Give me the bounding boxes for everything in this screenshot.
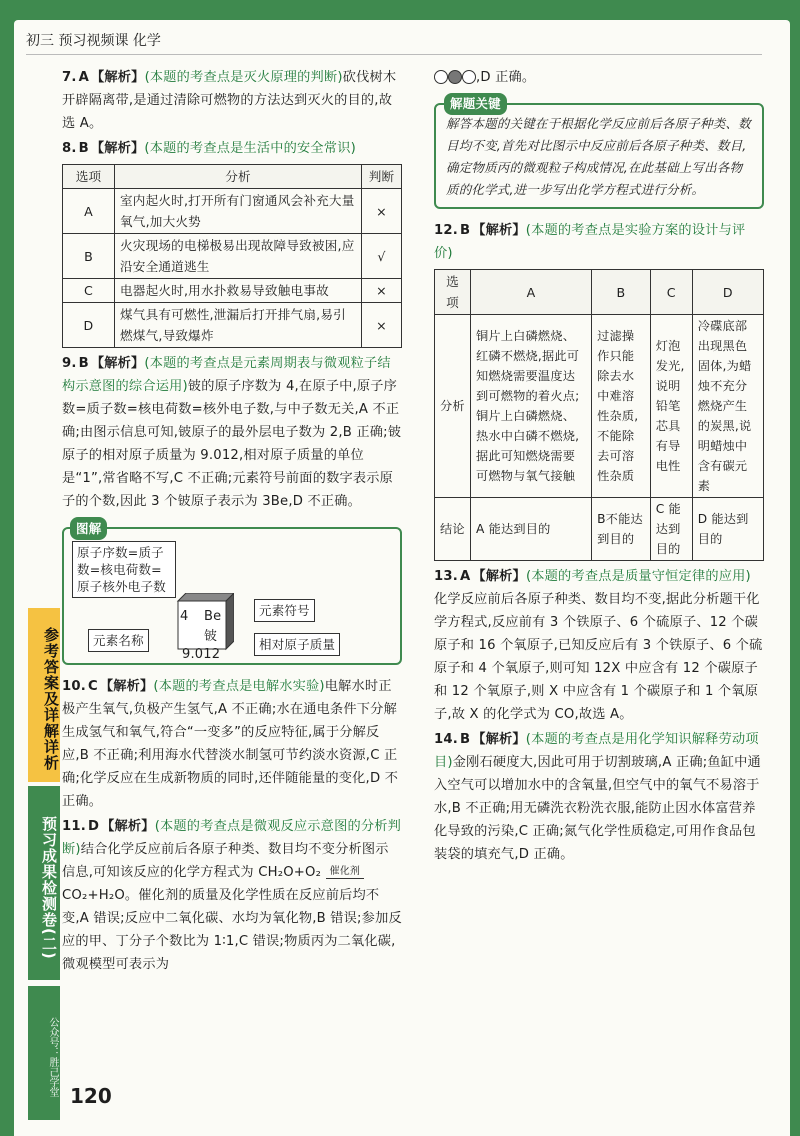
table-header: 分析 <box>115 165 362 189</box>
left-column <box>62 66 402 978</box>
q12-analysis-table <box>434 269 764 561</box>
table-header: 选项 <box>435 270 471 315</box>
element-diagram <box>62 521 402 665</box>
analysis-tag: 【解析】 <box>90 356 145 371</box>
table-cell: × <box>362 303 402 348</box>
table-header: C <box>650 270 692 315</box>
explanation-text: 铍的原子序数为 4,在原子中,原子序数=质子数=核电荷数=核外电子数,与中子数无关,A 不正确;由图示信息可知,铍原子的最外层电子数为 2,B 正确;铍原子的相对原子质量为 9.012,相对原子质量的单位是“1”,常省略不写,C 不正确;元素符号前面的数字表示原子的个数,因此 3 个铍原子表示为 3Be,D 不正确。 <box>62 379 402 509</box>
header-rule <box>26 54 762 55</box>
right-column <box>434 66 764 868</box>
question-number: 11. <box>62 819 86 834</box>
side-tab-account: 公众号：胜己学堂 <box>28 986 60 1120</box>
running-header: 初三 预习视频课 化学 <box>26 33 161 49</box>
table-cell: C <box>63 279 115 303</box>
question-12 <box>434 219 764 561</box>
element-symbol: Be <box>204 609 222 624</box>
table-cell: 煤气具有可燃性,泄漏后打开排气扇,易引燃煤气,导致爆炸 <box>115 303 362 348</box>
symbol-label: 元素符号 <box>254 599 315 622</box>
answer-letter: A <box>459 569 471 584</box>
table-row <box>63 303 402 348</box>
key-point: (本题的考查点是元素周期表与微观粒子结构示意图的综合运用) <box>62 356 391 394</box>
table-cell: × <box>362 189 402 234</box>
table-cell: B <box>63 234 115 279</box>
key-point: (本题的考查点是用化学知识解释劳动项目) <box>434 732 759 770</box>
answer-letter: C <box>87 679 98 694</box>
analysis-tag: 【解析】 <box>472 569 526 584</box>
molecule-model-icon <box>434 70 448 84</box>
name-label: 元素名称 <box>88 629 149 652</box>
table-header: 选项 <box>63 165 115 189</box>
key-point: (本题的考查点是微观反应示意图的分析判断) <box>62 819 402 857</box>
table-cell: 分析 <box>435 315 471 498</box>
explanation-text: 电解水时正极产生氧气,负极产生氢气,A 不正确;水在通电条件下分解生成氢气和氧气,符合“一变多”的反应特征,属于分解反应,B 不正确;利用海水代替淡水制氢可节约淡水资源,C 正确;化学反应在生成新物质的同时,还伴随能量的变化,D 不正确。 <box>62 679 399 809</box>
explanation-text: 金刚石硬度大,因此可用于切割玻璃,A 正确;鱼缸中通入空气可以增加水中的含氧量,但空气中的氧气不易溶于水,B 不正确;用无磷洗衣粉洗衣服,能防止因水体富营养化导致的污染,C 正确;氮气化学性质稳定,可用作食品包装袋的填充气,D 正确。 <box>434 755 761 862</box>
tip-title: 解题关键 <box>444 93 507 115</box>
tip-text: 解答本题的关键在于根据化学反应前后各原子种类、数目均不变,首先对比图示中反应前后各原子种类、数目,确定物质丙的微观粒子构成情况,在此基础上写出各物质的化学式,进一步写出化学方程式进行分析。 <box>446 116 751 197</box>
catalyst-label: 催化剂 <box>326 866 365 879</box>
table-header: D <box>692 270 763 315</box>
key-point: (本题的考查点是质量守恒定律的应用) <box>525 569 751 584</box>
table-cell: √ <box>362 234 402 279</box>
q8-analysis-table <box>62 164 402 348</box>
table-cell: A 能达到目的 <box>471 498 592 561</box>
table-cell: 电器起火时,用水扑救易导致触电事故 <box>115 279 362 303</box>
answer-letter: B <box>459 732 471 747</box>
table-cell: 结论 <box>435 498 471 561</box>
question-number: 8. <box>62 141 77 156</box>
analysis-tag: 【解析】 <box>91 70 145 85</box>
analysis-tag: 【解析】 <box>101 819 155 834</box>
answer-letter: B <box>459 223 471 238</box>
table-cell: 室内起火时,打开所有门窗通风会补充大量氧气,加大火势 <box>115 189 362 234</box>
question-7 <box>62 66 402 135</box>
question-number: 13. <box>434 569 458 584</box>
question-13 <box>434 565 764 726</box>
question-11 <box>62 815 402 976</box>
table-cell: D 能达到目的 <box>692 498 763 561</box>
key-point: (本题的考查点是电解水实验) <box>153 679 325 694</box>
side-tab-test: 预习成果检测卷(二) <box>28 786 60 980</box>
page <box>14 20 790 1136</box>
table-cell: × <box>362 279 402 303</box>
question-number: 9. <box>62 356 77 371</box>
table-header: A <box>471 270 592 315</box>
table-row <box>435 315 764 498</box>
table-row <box>63 279 402 303</box>
side-tab-answers: 参考答案及详解详析 <box>28 608 60 782</box>
table-cell: B不能达到目的 <box>592 498 651 561</box>
answer-letter: A <box>78 70 89 85</box>
key-point: (本题的考查点是实验方案的设计与评价) <box>434 223 746 261</box>
question-number: 14. <box>434 732 458 747</box>
table-cell: D <box>63 303 115 348</box>
explanation-text: 化学反应前后各原子种类、数目均不变,据此分析题干化学方程式,反应前有 3 个铁原子、6 个硫原子、12 个碳原子和 16 个氧原子,已知反应后有 3 个铁原子、6 个硫原子和 4 个氧原子,则可知 12X 中应含有 12 个碳原子和 12 个氧原子,则 X 中应含有 1 个碳原子和 1 个氧原子,故 X 的化学式为 CO,故选 A。 <box>434 592 763 722</box>
analysis-tag: 【解析】 <box>99 679 154 694</box>
answer-letter: B <box>78 141 89 156</box>
atomic-number-box: 原子序数=质子数=核电荷数=原子核外电子数 <box>72 541 176 598</box>
explanation-text-2: CO₂+H₂O。催化剂的质量及化学性质在反应前后均不变,A 错误;反应中二氧化碳、水均为氧化物,B 错误;参加反应的甲、丁分子个数比为 1∶1,C 错误;物质丙为二氧化碳,微观模型可表示为 <box>62 888 402 972</box>
table-cell: 铜片上白磷燃烧、红磷不燃烧,据此可知燃烧需要温度达到可燃物的着火点;铜片上白磷燃烧、热水中白磷不燃烧,据此可知燃烧需要可燃物与氧气接触 <box>471 315 592 498</box>
side-tabs <box>28 608 60 1128</box>
table-cell: 火灾现场的电梯极易出现故障导致被困,应沿安全通道逃生 <box>115 234 362 279</box>
question-number: 7. <box>62 70 77 85</box>
element-name: 铍 <box>204 629 218 644</box>
answer-letter: D <box>87 819 100 834</box>
table-cell: 冷碟底部出现黑色固体,为蜡烛不充分燃烧产生的炭黑,说明蜡烛中含有碳元素 <box>692 315 763 498</box>
element-mass: 9.012 <box>182 647 221 662</box>
molecule-model-icon <box>462 70 476 84</box>
question-number: 12. <box>434 223 458 238</box>
table-row <box>63 234 402 279</box>
q11-tail <box>434 66 764 89</box>
analysis-tag: 【解析】 <box>472 732 526 747</box>
analysis-tag: 【解析】 <box>472 223 526 238</box>
table-cell: C 能达到目的 <box>650 498 692 561</box>
key-point: (本题的考查点是生活中的安全常识) <box>144 141 356 156</box>
table-row <box>435 498 764 561</box>
reaction-condition <box>326 866 365 879</box>
question-number: 10. <box>62 679 86 694</box>
question-14 <box>434 728 764 866</box>
table-header: B <box>592 270 651 315</box>
element-number: 4 <box>180 609 189 624</box>
explanation-text: 结合化学反应前后各原子种类、数目均不变分析图示信息,可知该反应的化学方程式为 CH₂O+O₂ <box>62 842 389 880</box>
explanation-text-3: ,D 正确。 <box>476 70 536 85</box>
table-cell: 灯泡发光,说明铅笔芯具有导电性 <box>650 315 692 498</box>
diagram-title: 图解 <box>70 517 107 540</box>
explanation-text: 砍伐树木开辟隔离带,是通过清除可燃物的方法达到灭火的目的,故选 A。 <box>62 70 397 131</box>
analysis-tag: 【解析】 <box>90 141 145 156</box>
question-10 <box>62 675 402 813</box>
key-point: (本题的考查点是灭火原理的判断) <box>144 70 343 85</box>
table-cell: 过滤操作只能除去水中难溶性杂质,不能除去可溶性杂质 <box>592 315 651 498</box>
page-number: 120 <box>70 1084 112 1108</box>
answer-letter: B <box>78 356 89 371</box>
table-row <box>63 189 402 234</box>
mass-label: 相对原子质量 <box>254 633 340 656</box>
question-9 <box>62 352 402 665</box>
key-tip-box <box>434 96 764 209</box>
molecule-model-icon <box>448 70 462 84</box>
table-header: 判断 <box>362 165 402 189</box>
table-cell: A <box>63 189 115 234</box>
question-8 <box>62 137 402 348</box>
